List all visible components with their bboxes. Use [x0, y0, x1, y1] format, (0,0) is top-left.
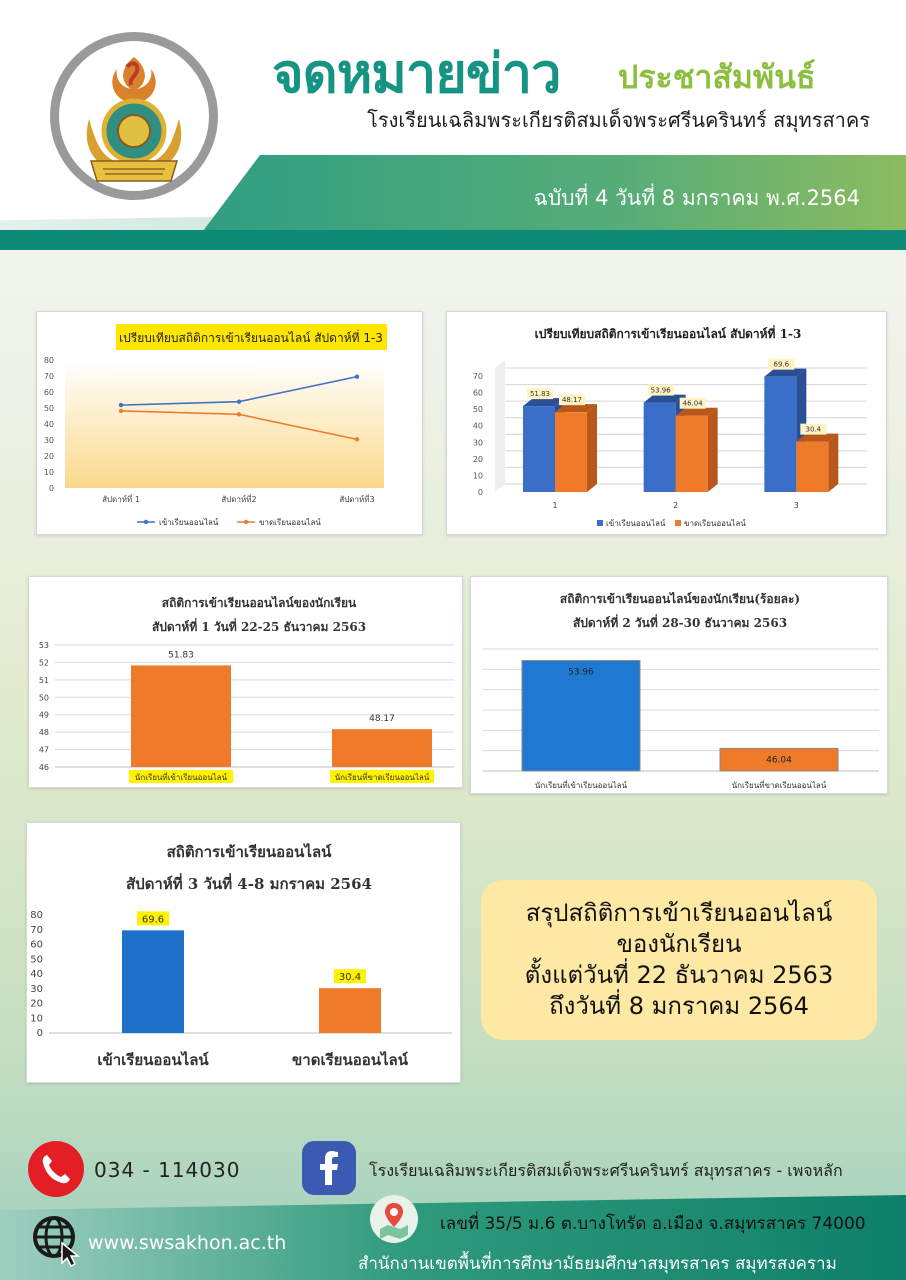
data-point — [119, 409, 123, 413]
chart-panel-week2 — [470, 576, 888, 794]
y-tick-label: 80 — [43, 356, 54, 365]
chart-title: สถิติการเข้าเรียนออนไลน์ของนักเรียน(ร้อยละ) — [559, 592, 801, 606]
chart-subtitle: สัปดาห์ที่ 2 วันที่ 28-30 ธันวาคม 2563 — [572, 616, 788, 630]
legend-label: ขาดเรียนออนไลน์ — [259, 518, 321, 527]
y-tick-label: 30 — [43, 436, 54, 445]
y-tick-label: 40 — [43, 420, 54, 429]
data-label: 69.6 — [141, 914, 165, 926]
legend-label: ขาดเรียนออนไลน์ — [684, 519, 746, 528]
x-tick-label: นักเรียนที่เข้าเรียนออนไลน์ — [134, 773, 228, 782]
chart-subtitle: สัปดาห์ที่ 1 วันที่ 22-25 ธันวาคม 2563 — [151, 620, 367, 634]
y-tick-label: 20 — [472, 454, 483, 464]
bar — [555, 412, 587, 492]
y-tick-label: 0 — [477, 488, 483, 497]
legend-label: เข้าเรียนออนไลน์ — [606, 519, 666, 528]
data-point — [355, 437, 359, 441]
chart-panel-week3 — [26, 822, 461, 1083]
chart-panel-week1 — [28, 576, 463, 788]
newsletter-title: จดหมายข่าว — [272, 42, 561, 105]
newsletter-header — [0, 0, 906, 250]
bar — [644, 403, 676, 492]
summary-box — [481, 880, 877, 1040]
y-tick-label: 20 — [43, 452, 54, 461]
week2-bar-chart — [471, 577, 889, 795]
y-tick-label: 51 — [38, 675, 49, 685]
data-label: 51.83 — [529, 390, 551, 399]
data-label: 53.96 — [568, 667, 594, 678]
data-label: 53.96 — [650, 386, 671, 395]
bar — [122, 930, 184, 1033]
x-tick-label: นักเรียนที่ขาดเรียนออนไลน์ — [731, 781, 827, 790]
data-point — [237, 412, 241, 416]
data-label: 48.17 — [369, 714, 395, 725]
bar — [764, 377, 796, 492]
chart-subtitle: สัปดาห์ที่ 3 วันที่ 4-8 มกราคม 2564 — [126, 875, 372, 893]
x-tick-label: สัปดาห์ที่ 1 — [102, 495, 140, 504]
y-tick-label: 10 — [472, 471, 483, 481]
bar — [523, 406, 555, 492]
x-tick-label: สัปดาห์ที่3 — [339, 495, 375, 504]
y-tick-label: 60 — [472, 388, 483, 398]
y-tick-label: 30 — [30, 983, 43, 995]
summary-line: ถึงวันที่ 8 มกราคม 2564 — [549, 992, 809, 1020]
y-tick-label: 60 — [30, 939, 43, 951]
week1-bar-chart — [29, 577, 464, 789]
legend-marker — [144, 520, 148, 524]
summary-line: ตั้งแต่วันที่ 22 ธันวาคม 2563 — [524, 961, 834, 989]
y-tick-label: 40 — [472, 421, 483, 431]
data-point — [237, 399, 241, 403]
y-tick-label: 70 — [30, 924, 43, 936]
facebook-icon[interactable] — [302, 1141, 356, 1195]
school-address: เลขที่ 35/5 ม.6 ต.บางโทรัด อ.เมือง จ.สมุทรสาคร 74000 — [440, 1214, 866, 1234]
issue-date: ฉบับที่ 4 วันที่ 8 มกราคม พ.ศ.2564 — [533, 186, 860, 210]
chart-title: เปรียบเทียบสถิติการเข้าเรียนออนไลน์ สัปดาห์ที่ 1-3 — [119, 331, 383, 345]
y-tick-label: 40 — [30, 969, 43, 980]
bar — [796, 442, 828, 492]
phone-icon[interactable] — [28, 1141, 84, 1197]
x-tick-label: นักเรียนที่เข้าเรียนออนไลน์ — [534, 781, 628, 790]
x-tick-label: เข้าเรียนออนไลน์ — [97, 1051, 209, 1069]
bar-side — [828, 434, 838, 492]
school-crest-icon — [69, 49, 199, 189]
facebook-page-link[interactable]: โรงเรียนเฉลิมพระเกียรติสมเด็จพระศรีนครินทร์ สมุทรสาคร - เพจหลัก — [369, 1161, 843, 1180]
y-tick-label: 50 — [472, 405, 483, 415]
data-label: 30.4 — [338, 972, 362, 984]
x-tick-label: 3 — [793, 501, 799, 510]
bar-side — [708, 408, 718, 492]
y-tick-label: 46 — [38, 763, 49, 772]
data-label: 48.17 — [561, 396, 583, 405]
data-label: 69.6 — [773, 360, 790, 369]
y-tick-label: 80 — [30, 910, 43, 921]
back-wall-side — [495, 360, 505, 492]
y-tick-label: 60 — [43, 388, 54, 397]
x-tick-label: 2 — [673, 501, 679, 510]
summary-line: ของนักเรียน — [616, 930, 742, 958]
y-tick-label: 50 — [43, 404, 54, 413]
chart-panel-compare-bars — [446, 311, 887, 535]
y-tick-label: 50 — [30, 954, 43, 966]
legend-label: เข้าเรียนออนไลน์ — [159, 518, 219, 527]
plot-area — [65, 360, 384, 488]
y-tick-label: 53 — [38, 641, 49, 650]
phone-number[interactable]: 034 - 114030 — [94, 1158, 241, 1182]
bar-side — [587, 404, 597, 492]
summary-line: สรุปสถิติการเข้าเรียนออนไลน์ — [525, 899, 833, 927]
data-label: 46.04 — [766, 755, 792, 766]
week3-bar-chart — [27, 823, 462, 1084]
newsletter-subtitle: ประชาสัมพันธ์ — [618, 58, 816, 96]
data-label: 46.04 — [682, 399, 703, 408]
y-tick-label: 47 — [38, 745, 49, 755]
data-label: 51.83 — [168, 650, 194, 661]
globe-cursor-icon[interactable] — [30, 1213, 84, 1267]
y-tick-label: 48 — [38, 728, 49, 738]
y-tick-label: 0 — [36, 1028, 43, 1039]
chart-panel-line — [36, 311, 423, 535]
school-logo — [50, 32, 218, 200]
legend-swatch — [675, 520, 681, 526]
x-tick-label: ขาดเรียนออนไลน์ — [292, 1051, 408, 1069]
x-tick-label: นักเรียนที่ขาดเรียนออนไลน์ — [334, 773, 430, 782]
y-tick-label: 10 — [30, 1013, 43, 1025]
y-tick-label: 70 — [472, 372, 483, 381]
legend-marker — [244, 520, 248, 524]
education-office-name: สำนักงานเขตพื้นที่การศึกษามัธยมศึกษาสมุทรสาคร สมุทรสงคราม — [358, 1254, 837, 1274]
compare-bar-chart — [447, 312, 888, 536]
x-tick-label: 1 — [552, 501, 558, 510]
y-tick-label: 0 — [48, 484, 54, 493]
legend-swatch — [597, 520, 603, 526]
map-pin-icon — [370, 1195, 418, 1243]
data-label: 30.4 — [805, 425, 822, 434]
x-tick-label: สัปดาห์ที่2 — [221, 495, 257, 504]
y-tick-label: 20 — [30, 998, 43, 1010]
bar — [332, 729, 432, 767]
school-name: โรงเรียนเฉลิมพระเกียรติสมเด็จพระศรีนครินทร์ สมุทรสาคร — [367, 108, 870, 132]
y-tick-label: 70 — [43, 372, 54, 381]
chart-title: สถิติการเข้าเรียนออนไลน์ของนักเรียน — [161, 596, 357, 610]
line-chart — [37, 312, 424, 536]
y-tick-label: 10 — [43, 468, 54, 477]
header-dark-stripe — [0, 230, 906, 250]
website-link[interactable]: www.swsakhon.ac.th — [88, 1232, 287, 1254]
y-tick-label: 30 — [472, 438, 483, 448]
y-tick-label: 49 — [38, 710, 49, 720]
data-point — [355, 374, 359, 378]
chart-title: สถิติการเข้าเรียนออนไลน์ — [166, 843, 332, 861]
bar — [319, 988, 381, 1033]
y-tick-label: 52 — [38, 658, 49, 668]
y-tick-label: 50 — [38, 693, 49, 703]
bar — [131, 665, 231, 767]
chart-title: เปรียบเทียบสถิติการเข้าเรียนออนไลน์ สัปดาห์ที่ 1-3 — [534, 327, 802, 341]
bar — [676, 416, 708, 492]
data-point — [119, 403, 123, 407]
